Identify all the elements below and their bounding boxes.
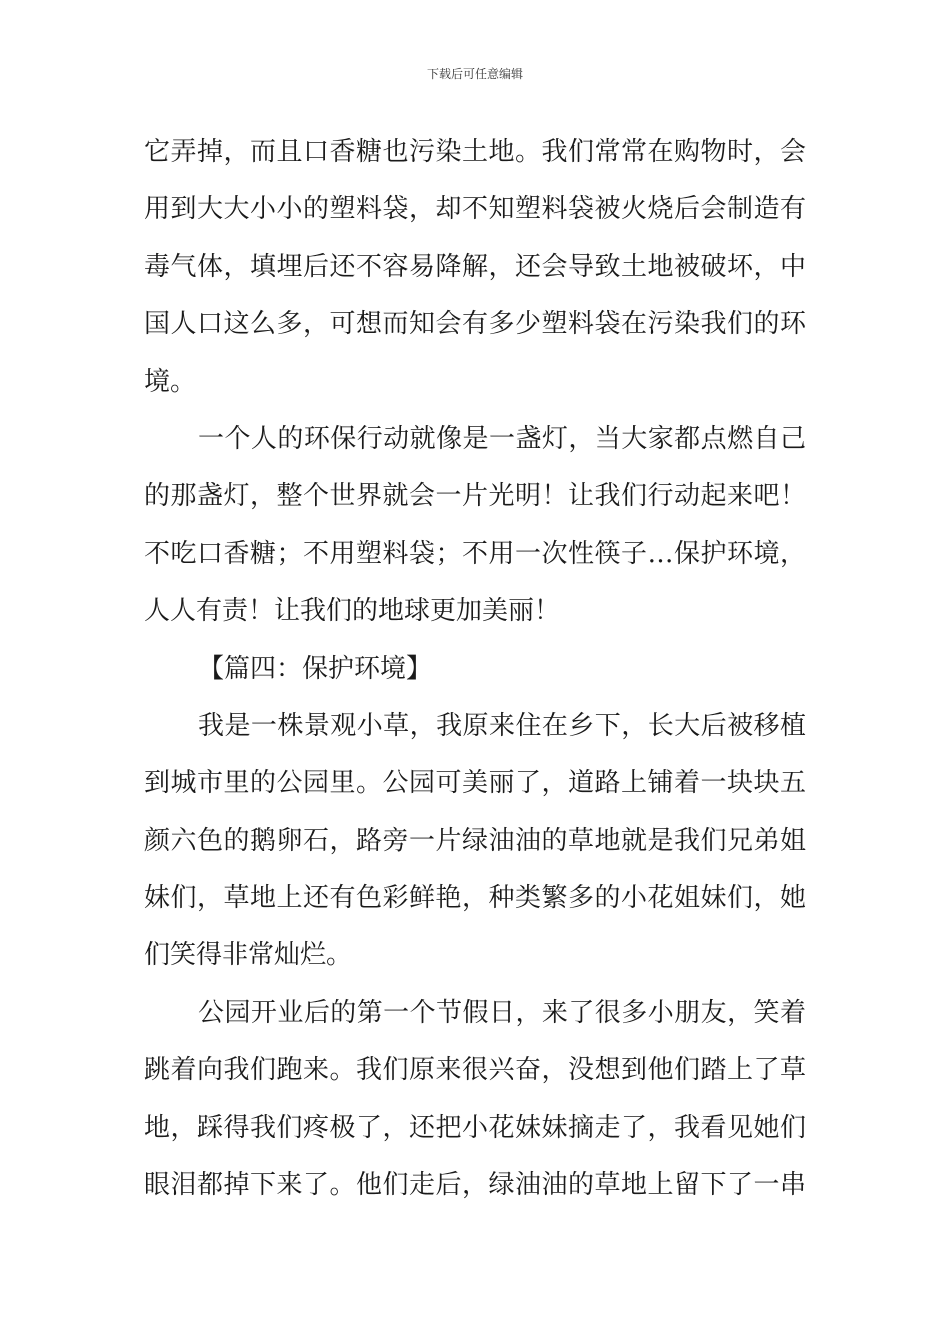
page-header: 下载后可任意编辑 bbox=[426, 67, 523, 81]
text-line: 不吃口香糖；不用塑料袋；不用一次性筷子…保护环境， bbox=[144, 538, 806, 569]
text-line: 我是一株景观小草，我原来住在乡下，长大后被移植 bbox=[198, 710, 806, 741]
section-heading: 【篇四：保护环境】 bbox=[198, 653, 433, 684]
text-line: 们笑得非常灿烂。 bbox=[144, 940, 353, 971]
text-line: 毒气体，填埋后还不容易降解，还会导致土地被破坏，中 bbox=[144, 251, 806, 282]
text-line: 跳着向我们跑来。我们原来很兴奋，没想到他们踏上了草 bbox=[144, 1055, 806, 1086]
text-line: 颜六色的鹅卵石，路旁一片绿油油的草地就是我们兄弟姐 bbox=[144, 825, 806, 856]
text-line: 地，踩得我们疼极了，还把小花妹妹摘走了，我看见她们 bbox=[144, 1112, 806, 1143]
text-line: 妹们，草地上还有色彩鲜艳，种类繁多的小花姐妹们，她 bbox=[144, 883, 806, 914]
text-line: 的那盏灯，整个世界就会一片光明！让我们行动起来吧！ bbox=[144, 481, 806, 512]
text-line: 境。 bbox=[144, 366, 197, 397]
text-line: 用到大大小小的塑料袋，却不知塑料袋被火烧后会制造有 bbox=[144, 194, 806, 225]
text-line: 它弄掉，而且口香糖也污染土地。我们常常在购物时，会 bbox=[144, 137, 806, 167]
document-body bbox=[144, 124, 806, 1214]
text-line: 一个人的环保行动就像是一盏灯，当大家都点燃自己 bbox=[198, 423, 806, 454]
text-line: 眼泪都掉下来了。他们走后，绿油油的草地上留下了一串 bbox=[144, 1170, 806, 1201]
text-line: 国人口这么多，可想而知会有多少塑料袋在污染我们的环 bbox=[144, 309, 806, 340]
text-line: 公园开业后的第一个节假日，来了很多小朋友，笑着 bbox=[198, 997, 806, 1028]
text-line: 人人有责！让我们的地球更加美丽！ bbox=[144, 596, 561, 627]
text-line: 到城市里的公园里。公园可美丽了，道路上铺着一块块五 bbox=[144, 768, 806, 799]
